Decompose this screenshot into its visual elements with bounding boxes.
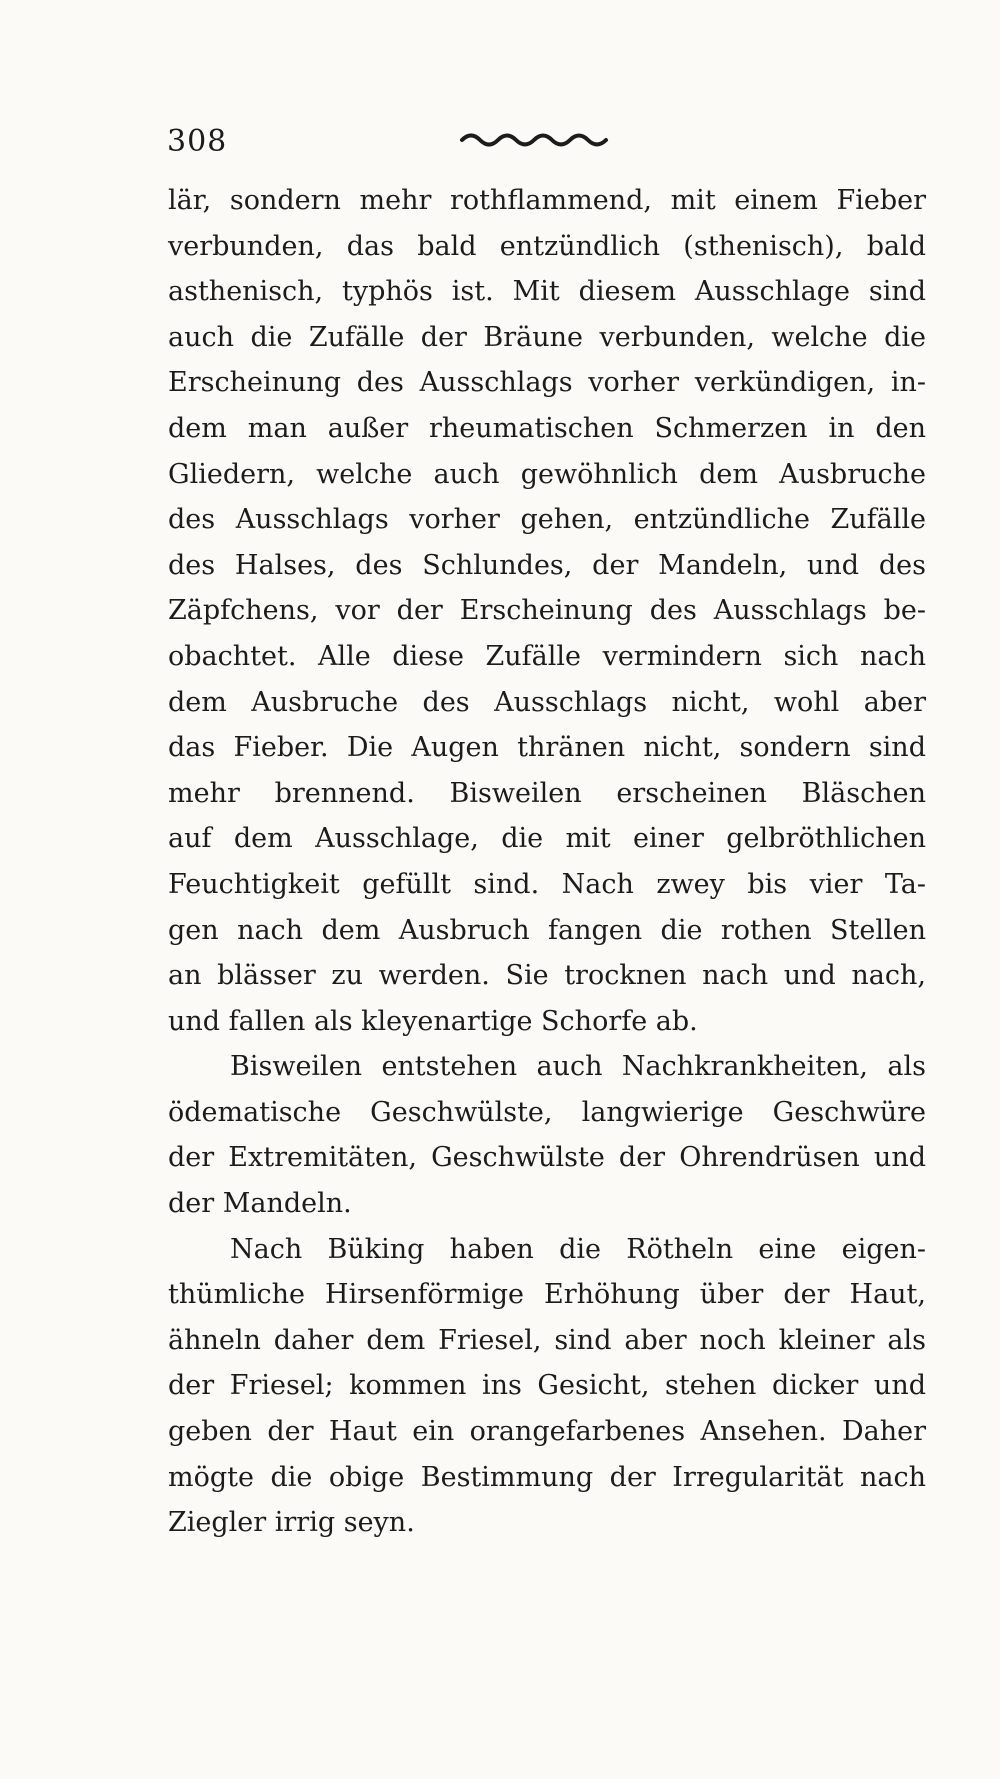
text-line: lär, sondern mehr rothflammend, mit einem Fieber: [168, 185, 926, 216]
text-line: Gliedern, welche auch gewöhnlich dem Ausbruche: [168, 458, 926, 490]
text-line: auch die Zufälle der Bräune verbunden, welche die: [168, 321, 926, 353]
text-line: mögte die obige Bestimmung der Irregularität nach: [168, 1461, 926, 1493]
text-line: ödematische Geschwülste, langwierige Geschwüre: [168, 1096, 926, 1128]
text-line: und fallen als kleyenartige Schorfe ab.: [168, 1005, 698, 1037]
text-line: obachtet. Alle diese Zufälle vermindern sich nach: [168, 640, 926, 672]
body-text: [168, 178, 926, 1546]
text-line: des Halses, des Schlundes, der Mandeln, und des: [168, 549, 926, 581]
text-line: Nach Büking haben die Rötheln eine eigen-: [230, 1233, 926, 1265]
text-line: geben der Haut ein orangefarbenes Ansehen. Daher: [168, 1416, 926, 1448]
text-line: Bisweilen entstehen auch Nachkrankheiten, als: [230, 1051, 926, 1083]
page-number: 308: [167, 124, 228, 159]
text-line: der Extremitäten, Geschwülste der Ohrendrüsen und: [168, 1142, 926, 1174]
text-line: der Mandeln.: [168, 1188, 352, 1220]
text-line: Zäpfchens, vor der Erscheinung des Ausschlags be-: [168, 595, 926, 627]
paragraph-3: [168, 1227, 926, 1546]
text-line: verbunden, das bald entzündlich (sthenisch), bald: [168, 230, 926, 262]
text-line: auf dem Ausschlage, die mit einer gelbröthlichen: [168, 823, 926, 855]
text-line: Erscheinung des Ausschlags vorher verkündigen, in-: [168, 367, 926, 399]
text-line: gen nach dem Ausbruch fangen die rothen Stellen: [168, 914, 926, 946]
wavy-line-ornament-icon: [460, 128, 610, 148]
text-line: das Fieber. Die Augen thränen nicht, sondern sind: [168, 732, 926, 764]
text-line: an blässer zu werden. Sie trocknen nach und nach,: [168, 960, 926, 992]
text-line: ähneln daher dem Friesel, sind aber noch kleiner als: [168, 1324, 926, 1356]
text-line: dem man außer rheumatischen Schmerzen in den: [168, 412, 926, 444]
text-line: mehr brennend. Bisweilen erscheinen Bläschen: [168, 777, 926, 809]
text-line: asthenisch, typhös ist. Mit diesem Ausschlage sind: [168, 276, 926, 308]
paragraph-1: [168, 178, 926, 1044]
text-line: dem Ausbruche des Ausschlags nicht, wohl aber: [168, 686, 926, 718]
text-line: Feuchtigkeit gefüllt sind. Nach zwey bis vier Ta-: [168, 868, 926, 900]
text-line: des Ausschlags vorher gehen, entzündliche Zufälle: [168, 504, 926, 536]
text-line: der Friesel; kommen ins Gesicht, stehen dicker und: [168, 1370, 926, 1402]
text-line: thümliche Hirsenförmige Erhöhung über der Haut,: [168, 1279, 926, 1311]
text-line: Ziegler irrig seyn.: [168, 1507, 415, 1539]
paragraph-2: [168, 1044, 926, 1226]
